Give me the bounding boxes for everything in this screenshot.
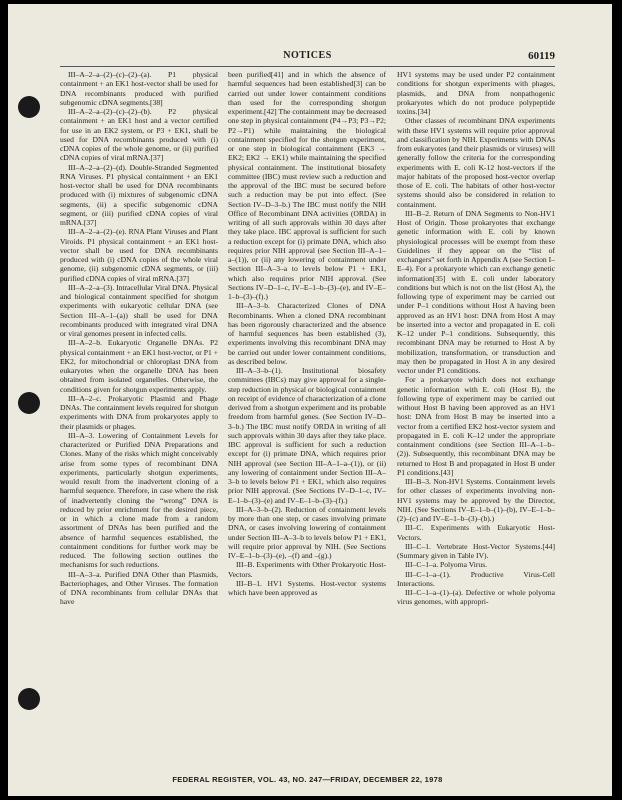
paragraph: III–A–3–b–(2). Reduction of containment levels by more than one step, or cases involving primate DNA, or cases involving lowering of containment under Section III–A–3–b to levels below P1 + EK1, will require prior approval by NIH. (See Sections IV–E–1–b–(3)–(e), –(f) and –(g).) bbox=[228, 504, 386, 560]
paragraph: III–A–3–b–(1). Institutional biosafety committees (IBCs) may give approval for a single-step reduction in physical or biological containment on receipt of evidence of characterization of a clone derived from a shotgun experiment and its probable freedom from harmful genes. (See Section IV–D–3–b.) The IBC must notify ORDA in writing of all such approvals within 30 days after they take place. IBC approval is sufficient for such a reduction except for (i) primate DNA, which requires prior NIH approval (see Section III–A–1–a–(1)), or (ii) any lowering of containment under Section III–A–3–b to levels below P1 + EK1, which also requires prior NIH approval. (See Sections IV–D–1–c, IV–E–1–b–(3)–(e) and IV–E–1–b–(3)–(f).) bbox=[228, 366, 386, 505]
paragraph: been purified[41] and in which the absence of harmful sequences had been established[3] can be carried out under lower containment conditions than used for the corresponding shotgun experiment.[42] The containment may be decreased one step in physical containment (P4→P3; P3→P2; P2→P1) while maintaining the biological containment specified for the shotgun experiment, or one step in biological containment (EK3 → EK2; EK2 → EK1) while maintaining the specified physical containment. The institutional biosafety committee (IBC) must review such a reduction and the approval of the IBC must be secured before such a reduction may be put into effect. (See Section IV–D–3–b.) The IBC must notify the NIH Office of Recombinant DNA activities (ORDA) in writing of all such approvals within 30 days after they take place. IBC approval is sufficient for such a reduction except for (i) primate DNA, which also requires prior NIH approval (see Section III–A–1–a–(1)), or (ii) any lowering of containment under Section III–A–3–a to levels below P1 + EK1, which also requires prior NIH approval. (See Sections IV–D–1–c, IV–E–1–b–(3)–(e), and IV–E–1–b–(3)–(f).) bbox=[228, 70, 386, 301]
page-number: 60119 bbox=[528, 50, 555, 62]
paragraph: III–C. Experiments with Eukaryotic Host-Vectors. bbox=[397, 523, 555, 542]
paragraph: III–B–3. Non-HV1 Systems. Containment levels for other classes of experiments involving non-HV1 systems may be approved by the Director, NIH. (See Sections IV–E–1–b–(1)–(b), IV–E–1–b–(2)–(c) and IV–E–1–b–(3)–(b).) bbox=[397, 477, 555, 523]
header-rule bbox=[60, 66, 555, 67]
binder-hole bbox=[18, 392, 40, 414]
paragraph: III–B–1. HV1 Systems. Host-vector systems which have been approved as bbox=[228, 578, 386, 597]
text-column-3 bbox=[397, 70, 555, 760]
paragraph: III–A–3–a. Purified DNA Other than Plasmids, Bacteriophages, and Other Viruses. The formation of DNA recombinants from cellular DNAs that have bbox=[60, 569, 218, 607]
page-footer: FEDERAL REGISTER, VOL. 43, NO. 247—FRIDAY, DECEMBER 22, 1978 bbox=[172, 775, 443, 784]
paragraph: HV1 systems may be used under P2 containment conditions for shotgun experiments with phages, plasmids, and DNA from nonpathogenic prokaryotes which do not produce polypeptide toxins.[34] bbox=[397, 70, 555, 116]
paragraph: III–A–3. Lowering of Containment Levels for characterized or Purified DNA Preparations and Clones. Many of the risks which might conceivably arise from some types of recombinant DNA experiments, particularly shotgun experiments, would result from the inadvertent cloning of a harmful sequence. Therefore, in case where the risk of inadvertently cloning the “wrong” DNA is reduced by prior enrichment for the desired piece, or in which a clone made from a random assortment of DNAs has been purified and the absence of harmful sequences established, the containment conditions for further work may be reduced. The following section outlines the mechanisms for such reductions. bbox=[60, 430, 218, 570]
paragraph: III–A–2–a–(2)–(c)–(2)–(b). P2 physical containment + an EK1 host and a vector certified for use in an EK2 system, or P3 + EK1, shall be used for DNA recombinants produced with (i) cDNA copies of the whole genome, or (ii) purified cDNA copies of viral mRNA.[37] bbox=[60, 107, 218, 163]
paragraph: III–B–2. Return of DNA Segments to Non-HV1 Host of Origin. Those prokaryotes that exchange genetic information with E. coli by known physiological processes will be exempt from these Guidelines if they appear on the “list of exchangers” set forth in Appendix A (see Section I–E–4). For a prokaryote which can exchange genetic information[35] with E. coli under laboratory conditions but which is not on the list (Host A), the following type of experiment may be carried out under P–1 conditions without Host A having been approved as an HV1 host: DNA from Host A may be inserted into a vector and propagated in E. coli K–12 under P–1 conditions. Subsequently, this recombinant DNA may be returned to Host A by mobilization, transformation, or transduction and may then be propagated in Host A in any desired vector under P1 conditions. bbox=[397, 208, 555, 375]
page-header bbox=[60, 50, 555, 64]
paragraph: III–A–2–a–(3). Intracellular Viral DNA. Physical and biological containment specified for shotgun experiments with eukaryotic cellular DNA (see Section III–A–1–(a)) shall be used for DNA recombinants produced with integrated viral DNA or viral genomes present in infected cells. bbox=[60, 282, 218, 338]
paragraph: Other classes of recombinant DNA experiments with these HV1 systems will require prior approval and classification by NIH. Experiments with DNAs from eukaryotes (and their plasmids or viruses) will generally follow the criteria for the corresponding experiments with E. coli K-12 host-vectors if the major habitats of the proposed host-vector overlap those of E. coli. The habitats of other host-vector systems should also be considered in relation to containment. bbox=[397, 116, 555, 209]
paragraph: III–A–3–b. Characterized Clones of DNA Recombinants. When a cloned DNA recombinant has been rigorously characterized and the absence of harmful sequences has been established (3), experiments involving this recombinant DNA may be carried out under lower containment conditions, as described below. bbox=[228, 301, 386, 366]
paragraph: III–A–2–b. Eukaryotic Organelle DNAs. P2 physical containment + an EK1 host-vector, or P1 + EK2, for mitochondrial or chloroplast DNA from eukaryotes when the organelle DNA has been obtained from isolated organelles. Otherwise, the conditions given for shotgun experiments apply. bbox=[60, 338, 218, 394]
paragraph: III–C–1–a. Polyoma Virus. bbox=[405, 560, 488, 570]
text-column-1 bbox=[60, 70, 218, 760]
paragraph: III–A–2–c. Prokaryotic Plasmid and Phage DNAs. The containment levels required for shotgun experiments with DNA from prokaryotes apply to their plasmids or phages. bbox=[60, 393, 218, 431]
paragraph: III–B. Experiments with Other Prokaryotic Host-Vectors. bbox=[228, 560, 386, 579]
binder-hole bbox=[18, 96, 40, 118]
paragraph: III–A–2–a–(2)–(c)–(2)–(a). P1 physical containment + an EK1 host-vector shall be used for DNA recombinants produced with purified subgenomic cDNA segments.[38] bbox=[60, 70, 218, 107]
paragraph: III–C–1–a–(1)–(a). Defective or whole polyoma virus genomes, with appropri- bbox=[397, 588, 555, 607]
header-title: NOTICES bbox=[283, 50, 332, 61]
paragraph: III–A–2–a–(2)–(e). RNA Plant Viruses and Plant Viroids. P1 physical containment + an EK1 host-vector shall be used for DNA recombinants produced with (i) cDNA copies of the whole viral genome, (ii) subgenomic cDNA segments, or (iii) purified cDNA copies of viral mRNA.[37] bbox=[60, 227, 218, 283]
paragraph: For a prokaryote which does not exchange genetic information with E. coli (Host B), the following type of experiment may be carried out without Host B having been approved as an HV1 host: DNA from Host B may be inserted into a vector from a certified EK2 host-vector system and propagated in E. coli K–12 under the appropriate containment conditions (see Section III–A–1–b–(2)). Subsequently, this recombinant DNA may be returned to Host B and propagated in Host B under P1 conditions.[43] bbox=[397, 375, 555, 477]
paragraph: III–C–1–a–(1). Productive Virus-Cell Interactions. bbox=[397, 569, 555, 588]
text-column-2 bbox=[228, 70, 386, 760]
binder-hole bbox=[18, 688, 40, 710]
paragraph: III–C–1. Vertebrate Host-Vector Systems.[44] (Summary given in Table IV). bbox=[397, 541, 555, 560]
paragraph: III–A–2–a–(2)–(d). Double-Stranded Segmented RNA Viruses. P1 physical containment + an EK1 host-vector shall be used for DNA recombinants produced with (i) mixtures of subgenomic cDNA segments, (ii) a specific subgenomic cDNA segment, or (iii) purified cDNA copies of viral mRNA.[37] bbox=[60, 162, 218, 227]
